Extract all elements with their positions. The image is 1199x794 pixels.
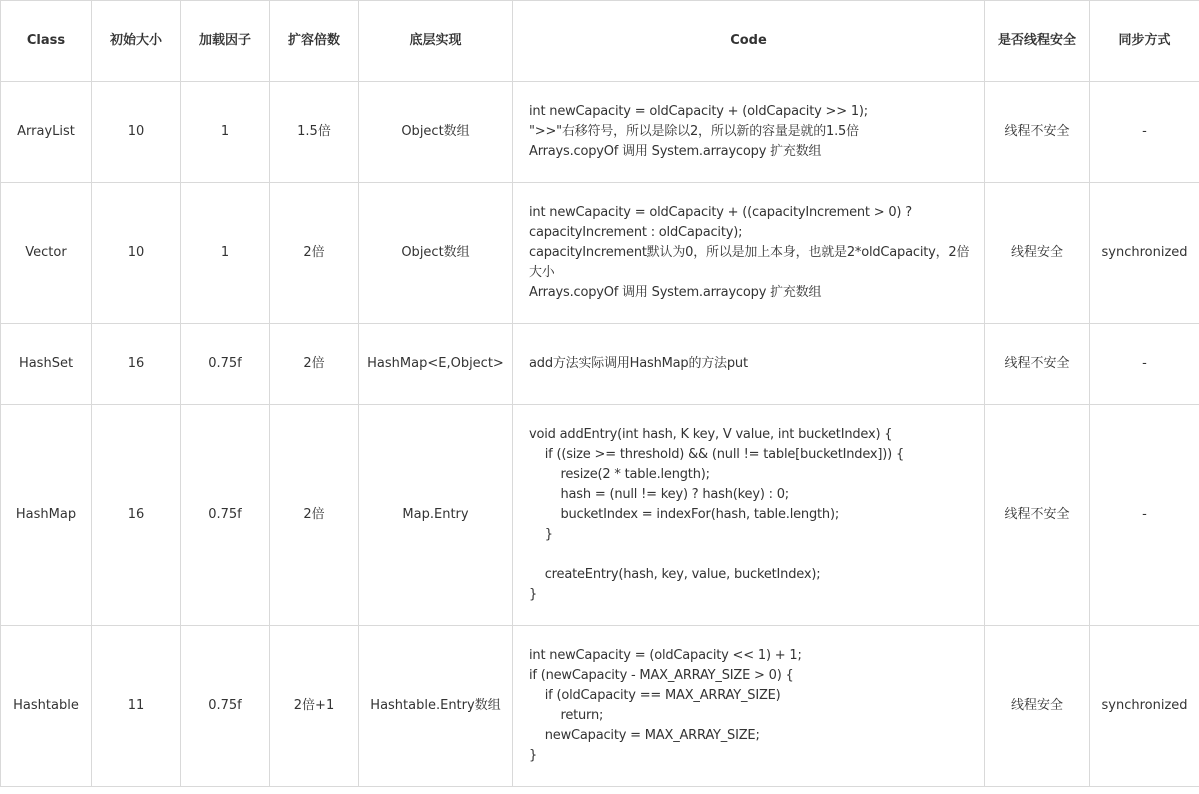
header-code: Code [513,1,985,82]
cell-load-factor: 0.75f [181,405,270,626]
header-thread-safe: 是否线程安全 [985,1,1090,82]
cell-class: HashSet [1,324,92,405]
cell-class: ArrayList [1,82,92,183]
cell-initial-size: 11 [92,626,181,787]
table-row [1,324,1199,405]
table-row [1,405,1199,626]
cell-sync: synchronized [1090,626,1199,787]
cell-thread-safe: 线程不安全 [985,82,1090,183]
cell-impl: Object数组 [359,183,513,324]
cell-class: Hashtable [1,626,92,787]
cell-thread-safe: 线程不安全 [985,405,1090,626]
cell-initial-size: 16 [92,324,181,405]
cell-code: int newCapacity = oldCapacity + ((capacityIncrement > 0) ? capacityIncrement : oldCapacity); capacityIncrement默认为0，所以是加上本身，也就是2*oldCapacity，2倍大小 Arrays.copyOf 调用 System.arraycopy 扩充数组 [513,183,985,324]
header-row [1,1,1199,82]
cell-code: add方法实际调用HashMap的方法put [513,324,985,405]
cell-impl: Map.Entry [359,405,513,626]
cell-load-factor: 1 [181,183,270,324]
header-sync: 同步方式 [1090,1,1199,82]
cell-sync: - [1090,82,1199,183]
cell-code: void addEntry(int hash, K key, V value, int bucketIndex) { if ((size >= threshold) && (null != table[bucketIndex])) { resize(2 * table.length); hash = (null != key) ? hash(key) : 0; bucketIndex = indexFor(hash, table.length); } createEntry(hash, key, value, bucketIndex); } [513,405,985,626]
cell-growth: 2倍 [270,324,359,405]
cell-growth: 2倍 [270,183,359,324]
cell-load-factor: 1 [181,82,270,183]
cell-code: int newCapacity = (oldCapacity << 1) + 1; if (newCapacity - MAX_ARRAY_SIZE > 0) { if (oldCapacity == MAX_ARRAY_SIZE) return; newCapacity = MAX_ARRAY_SIZE; } [513,626,985,787]
table-row [1,626,1199,787]
cell-impl: Object数组 [359,82,513,183]
header-growth: 扩容倍数 [270,1,359,82]
table-row [1,183,1199,324]
cell-growth: 2倍 [270,405,359,626]
cell-sync: - [1090,405,1199,626]
cell-sync: synchronized [1090,183,1199,324]
cell-class: Vector [1,183,92,324]
cell-code: int newCapacity = oldCapacity + (oldCapacity >> 1); ">>"右移符号，所以是除以2，所以新的容量是就的1.5倍 Arrays.copyOf 调用 System.arraycopy 扩充数组 [513,82,985,183]
cell-impl: HashMap<E,Object> [359,324,513,405]
cell-load-factor: 0.75f [181,324,270,405]
header-load-factor: 加载因子 [181,1,270,82]
cell-class: HashMap [1,405,92,626]
header-class: Class [1,1,92,82]
cell-growth: 2倍+1 [270,626,359,787]
cell-initial-size: 16 [92,405,181,626]
table-row [1,82,1199,183]
cell-sync: - [1090,324,1199,405]
header-initial-size: 初始大小 [92,1,181,82]
cell-thread-safe: 线程安全 [985,183,1090,324]
cell-impl: Hashtable.Entry数组 [359,626,513,787]
cell-load-factor: 0.75f [181,626,270,787]
header-impl: 底层实现 [359,1,513,82]
cell-thread-safe: 线程不安全 [985,324,1090,405]
cell-initial-size: 10 [92,183,181,324]
cell-growth: 1.5倍 [270,82,359,183]
cell-initial-size: 10 [92,82,181,183]
cell-thread-safe: 线程安全 [985,626,1090,787]
